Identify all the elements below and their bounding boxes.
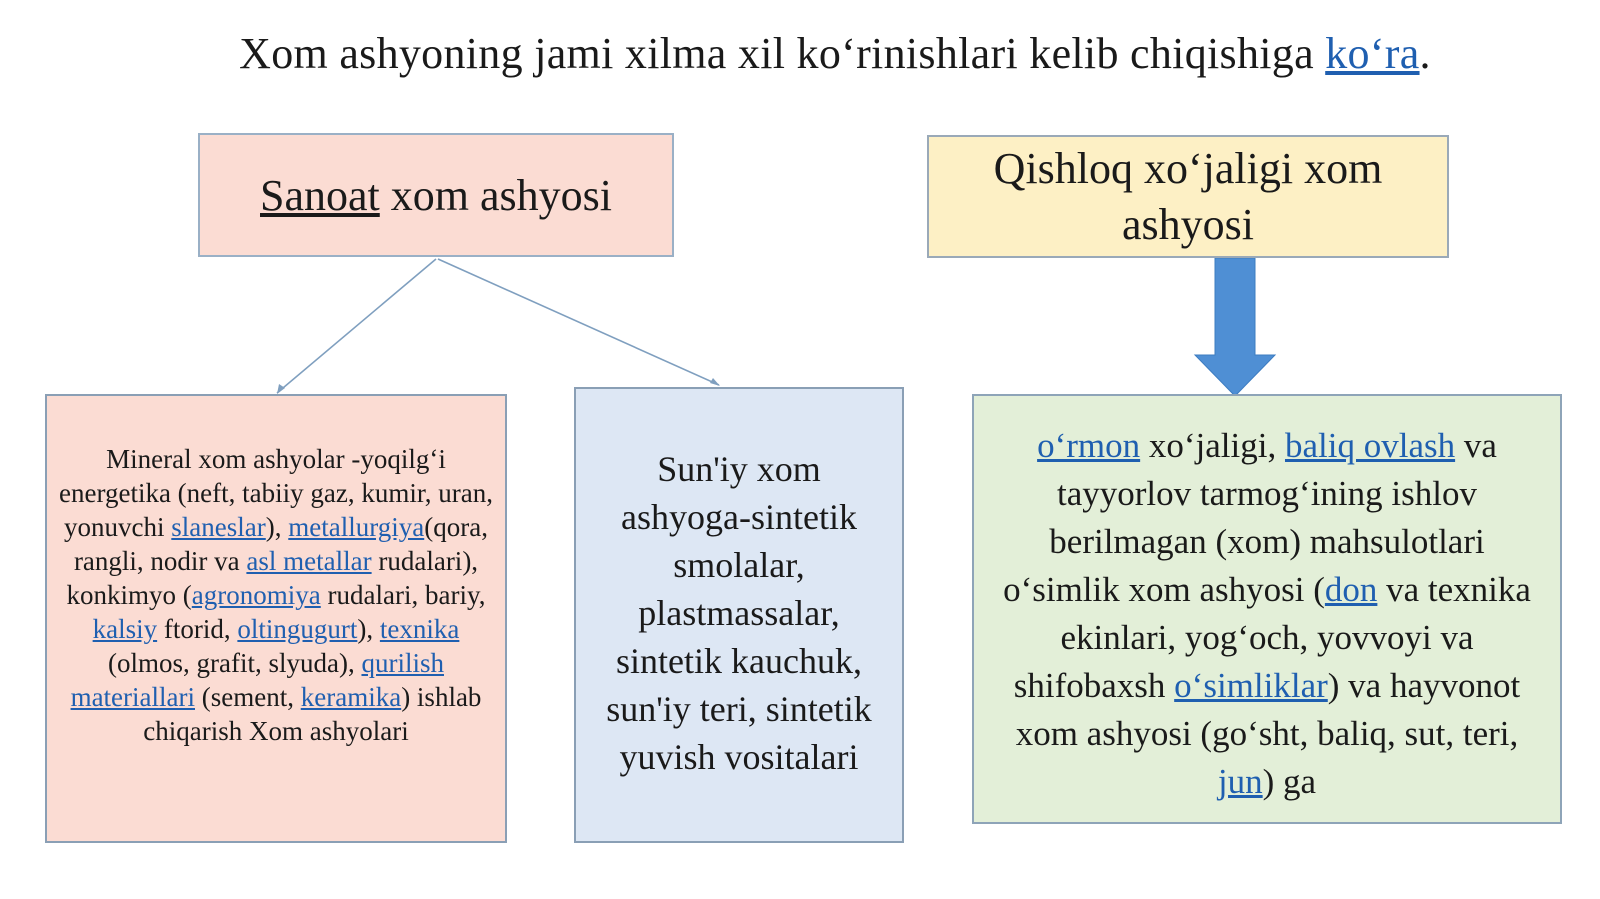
box-mineral (45, 394, 507, 843)
link-agronomiya[interactable]: agronomiya (191, 580, 321, 610)
sanoat-link[interactable]: Sanoat (260, 170, 380, 220)
link-don[interactable]: don (1324, 570, 1378, 609)
connector-to-suniy (438, 259, 719, 385)
box-sanoat (198, 133, 674, 257)
link-baliq-ovlash[interactable]: baliq ovlash (1284, 426, 1456, 465)
arrowhead-mineral (277, 384, 285, 394)
mineral-text-9: (sement, (195, 682, 301, 712)
link-texnika[interactable]: texnika (379, 614, 460, 644)
link-slaneslar[interactable]: slaneslar (171, 512, 266, 542)
box-qishloq (927, 135, 1449, 258)
ormon-text-2: va tayyorlov tarmog‘ining ishlov berilmagan (xom) mahsulotlari o‘simlik xom ashyosi ( (1003, 426, 1497, 609)
box-suniy (574, 387, 904, 843)
box-ormon (972, 394, 1562, 824)
title-link-kora[interactable]: ko‘ra (1325, 29, 1420, 78)
sanoat-rest: xom ashyosi (379, 170, 612, 220)
block-arrow-down (1195, 258, 1275, 396)
mineral-text-8: (olmos, grafit, slyuda), (108, 648, 362, 678)
link-qurilish-materiallari[interactable]: qurilish materiallari (70, 648, 444, 712)
mineral-text-7: ), (357, 614, 380, 644)
mineral-text-1: Mineral xom ashyolar -yoqilg‘i energetika (neft, tabiiy gaz, kumir, uran, yonuvchi (58, 444, 493, 542)
suniy-text: Sun'iy xom ashyoga-sintetik smolalar, plastmassalar, sintetik kauchuk, sun'iy teri, sintetik yuvish vositalari (606, 449, 872, 777)
link-oltingugurt[interactable]: oltingugurt (237, 614, 358, 644)
link-jun[interactable]: jun (1217, 762, 1263, 801)
link-kalsiy[interactable]: kalsiy (92, 614, 158, 644)
mineral-text-10: ) ishlab chiqarish Xom ashyolari (143, 682, 482, 746)
mineral-text-3: (qora, rangli, nodir va (73, 512, 488, 576)
title-end: . (1419, 29, 1431, 78)
mineral-text-2: ), (265, 512, 289, 542)
link-asl-metallar[interactable]: asl metallar (246, 546, 372, 576)
connector-to-mineral (277, 259, 436, 393)
ormon-text-3: va texnika ekinlari, yog‘och, yovvoyi va shifobaxsh (1013, 570, 1531, 705)
qishloq-text: Qishloq xo‘jaligi xom ashyosi (993, 143, 1383, 249)
mineral-text-6: ftorid, (157, 614, 238, 644)
mineral-text-5: rudalari, bariy, (320, 580, 486, 610)
link-keramika[interactable]: keramika (300, 682, 402, 712)
ormon-text-4: ) va hayvonot xom ashyosi (go‘sht, baliq, sut, teri, (1015, 666, 1521, 753)
arrowhead-suniy (710, 378, 720, 386)
title-text: Xom ashyoning jami xilma xil ko‘rinishlari kelib chiqishiga (239, 29, 1326, 78)
link-osimliklar[interactable]: o‘simliklar (1174, 666, 1328, 705)
ormon-text-5: ) ga (1262, 762, 1317, 801)
ormon-text-1: xo‘jaligi, (1140, 426, 1285, 465)
link-metallurgiya[interactable]: metallurgiya (288, 512, 425, 542)
mineral-text-4: rudalari), konkimyo ( (66, 546, 479, 610)
link-ormon[interactable]: o‘rmon (1037, 426, 1141, 465)
